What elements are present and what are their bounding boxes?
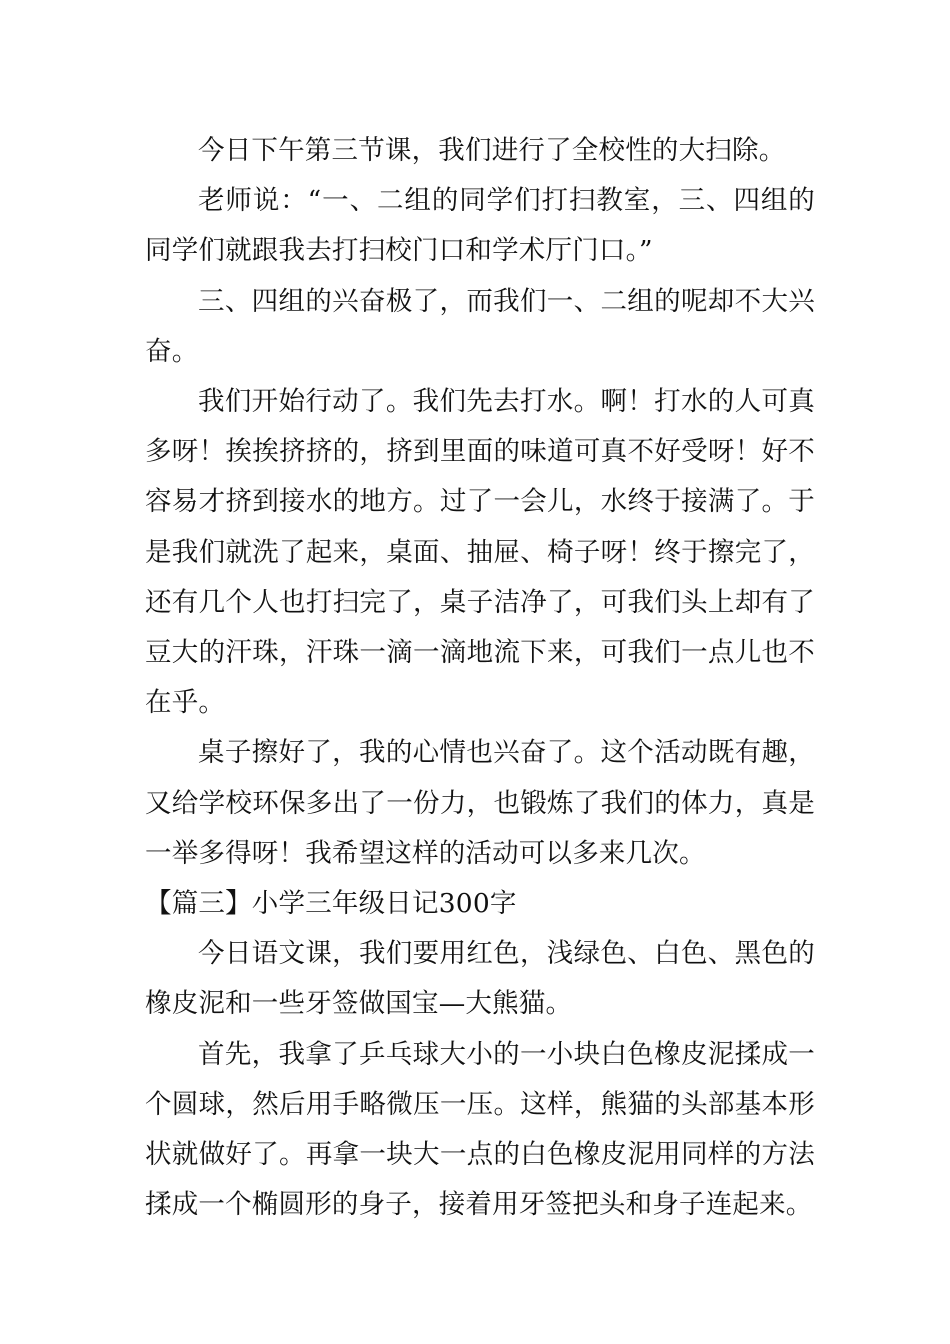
section-heading: 【篇三】小学三年级日记300字 <box>145 888 517 920</box>
paragraph-teacher-instructions: 老师说：“一、二组的同学们打扫教室，三、四组的同学们就跟我去打扫校门口和学术厅门口。” <box>145 185 815 267</box>
paragraph-group-reactions: 三、四组的兴奋极了，而我们一、二组的呢却不大兴奋。 <box>145 285 815 367</box>
paragraph-cleaning-process: 我们开始行动了。我们先去打水。啊！打水的人可真多呀！挨挨挤挤的，挤到里面的味道可真不好受呀！好不容易才挤到接水的地方。过了一会儿，水终于接满了。于是我们就洗了起来，桌面、抽屉、椅子呀！终于擦完了，还有几个人也打扫完了，桌子洁净了，可我们头上却有了豆大的汗珠，汗珠一滴一滴地流下来，可我们一点儿也不在乎。 <box>145 386 815 719</box>
paragraph-panda-steps: 首先，我拿了乒乓球大小的一小块白色橡皮泥揉成一个圆球，然后用手略微压一压。这样，熊猫的头部基本形状就做好了。再拿一块大一点的白色橡皮泥用同样的方法揉成一个椭圆形的身子，接着用牙签把头和身子连起来。 <box>145 1038 815 1221</box>
document-body <box>145 126 815 1230</box>
paragraph-panda-intro: 今日语文课，我们要用红色，浅绿色、白色、黑色的橡皮泥和一些牙签做国宝—大熊猫。 <box>145 938 815 1020</box>
paragraph-cleanup-intro: 今日下午第三节课，我们进行了全校性的大扫除。 <box>198 135 786 166</box>
paragraph-reflection: 桌子擦好了，我的心情也兴奋了。这个活动既有趣，又给学校环保多出了一份力，也锻炼了我们的体力，真是一举多得呀！我希望这样的活动可以多来几次。 <box>145 737 815 869</box>
